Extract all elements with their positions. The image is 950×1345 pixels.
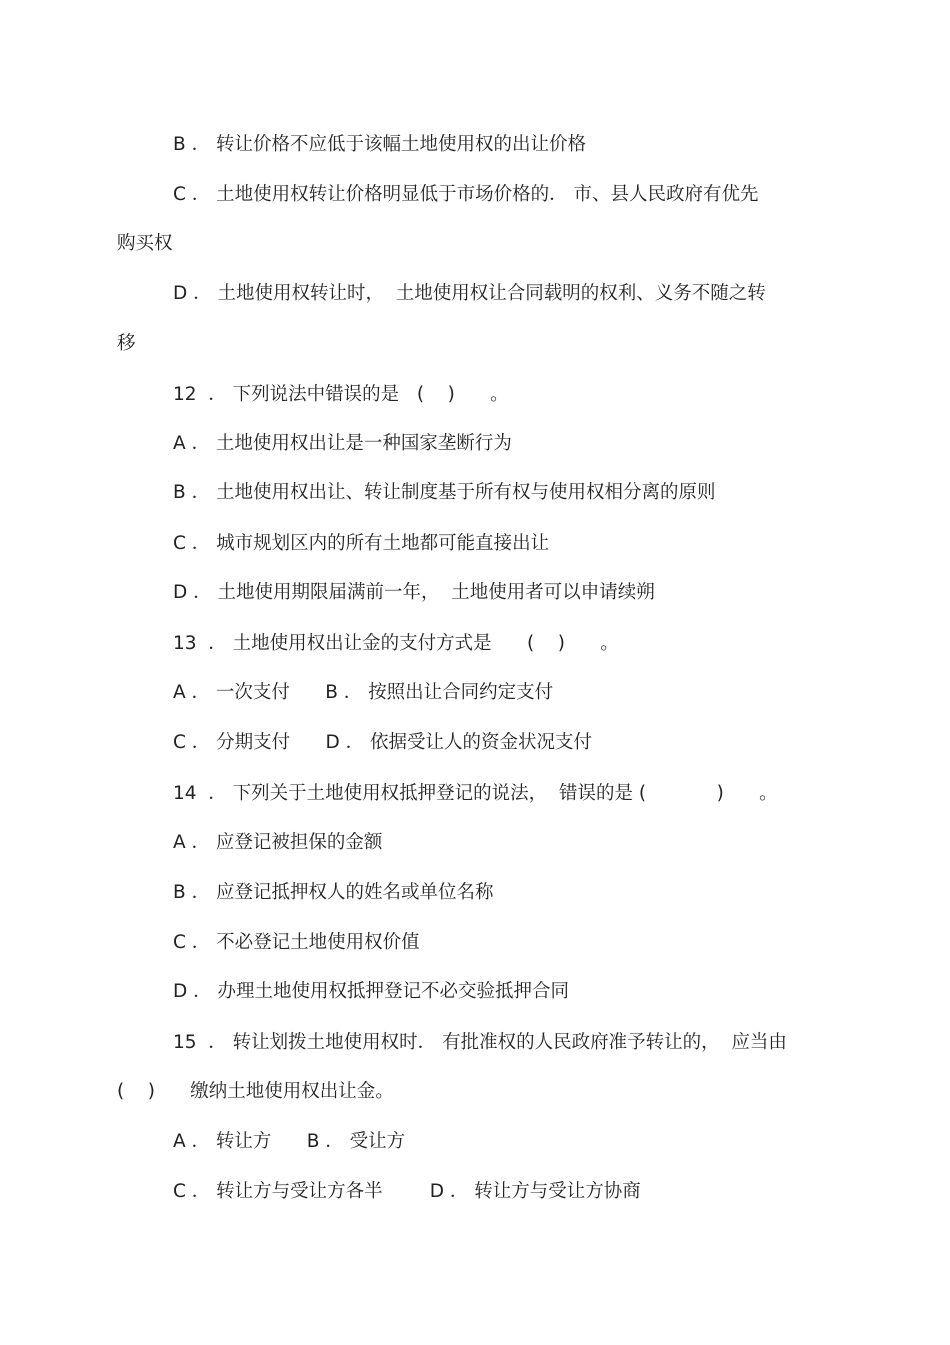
option-12d: D ． 土地使用期限届满前一年， 土地使用者可以申请续朔 (173, 582, 655, 603)
option-11b: B ． 转让价格不应低于该幅土地使用权的出让价格 (173, 134, 586, 155)
option-14d: D ． 办理土地使用权抵押登记不必交验抵押合同 (173, 981, 570, 1002)
options-15ab: A ． 转让方 B ． 受让方 (173, 1131, 406, 1152)
option-14b: B ． 应登记抵押权人的姓名或单位名称 (173, 882, 494, 903)
options-15cd: C ． 转让方与受让方各半 D ． 转让方与受让方协商 (173, 1181, 641, 1202)
option-11c: C ． 土地使用权转让价格明显低于市场价格的． 市、县人民政府有优先 (173, 184, 759, 205)
options-13cd: C ． 分期支付 D ． 依据受让人的资金状况支付 (173, 732, 592, 753)
option-14a: A ． 应登记被担保的金额 (173, 832, 383, 853)
option-12c: C ． 城市规划区内的所有土地都可能直接出让 (173, 533, 550, 554)
option-12b: B ． 土地使用权出让、转让制度基于所有权与使用权相分离的原则 (173, 482, 716, 503)
question-15: 15 ． 转让划拨土地使用权时． 有批准权的人民政府准予转让的， 应当由 (173, 1032, 787, 1053)
question-15-continued: ( ) 缴纳土地使用权出让金。 (117, 1081, 394, 1102)
question-14: 14 ． 下列关于土地使用权抵押登记的说法， 错误的是 ( ) 。 (173, 783, 778, 804)
option-14c: C ． 不必登记土地使用权价值 (173, 932, 420, 953)
question-12: 12 ． 下列说法中错误的是 ( ) 。 (173, 384, 509, 405)
option-11c-continued: 购买权 (117, 233, 173, 254)
option-11d: D ． 土地使用权转让时， 土地使用权让合同载明的权利、义务不随之转 (173, 283, 766, 304)
option-11d-continued: 移 (117, 333, 136, 354)
option-12a: A ． 土地使用权出让是一种国家垄断行为 (173, 433, 512, 454)
question-13: 13 ． 土地使用权出让金的支付方式是 ( ) 。 (173, 633, 619, 654)
options-13ab: A ． 一次支付 B ． 按照出让合同约定支付 (173, 682, 554, 703)
